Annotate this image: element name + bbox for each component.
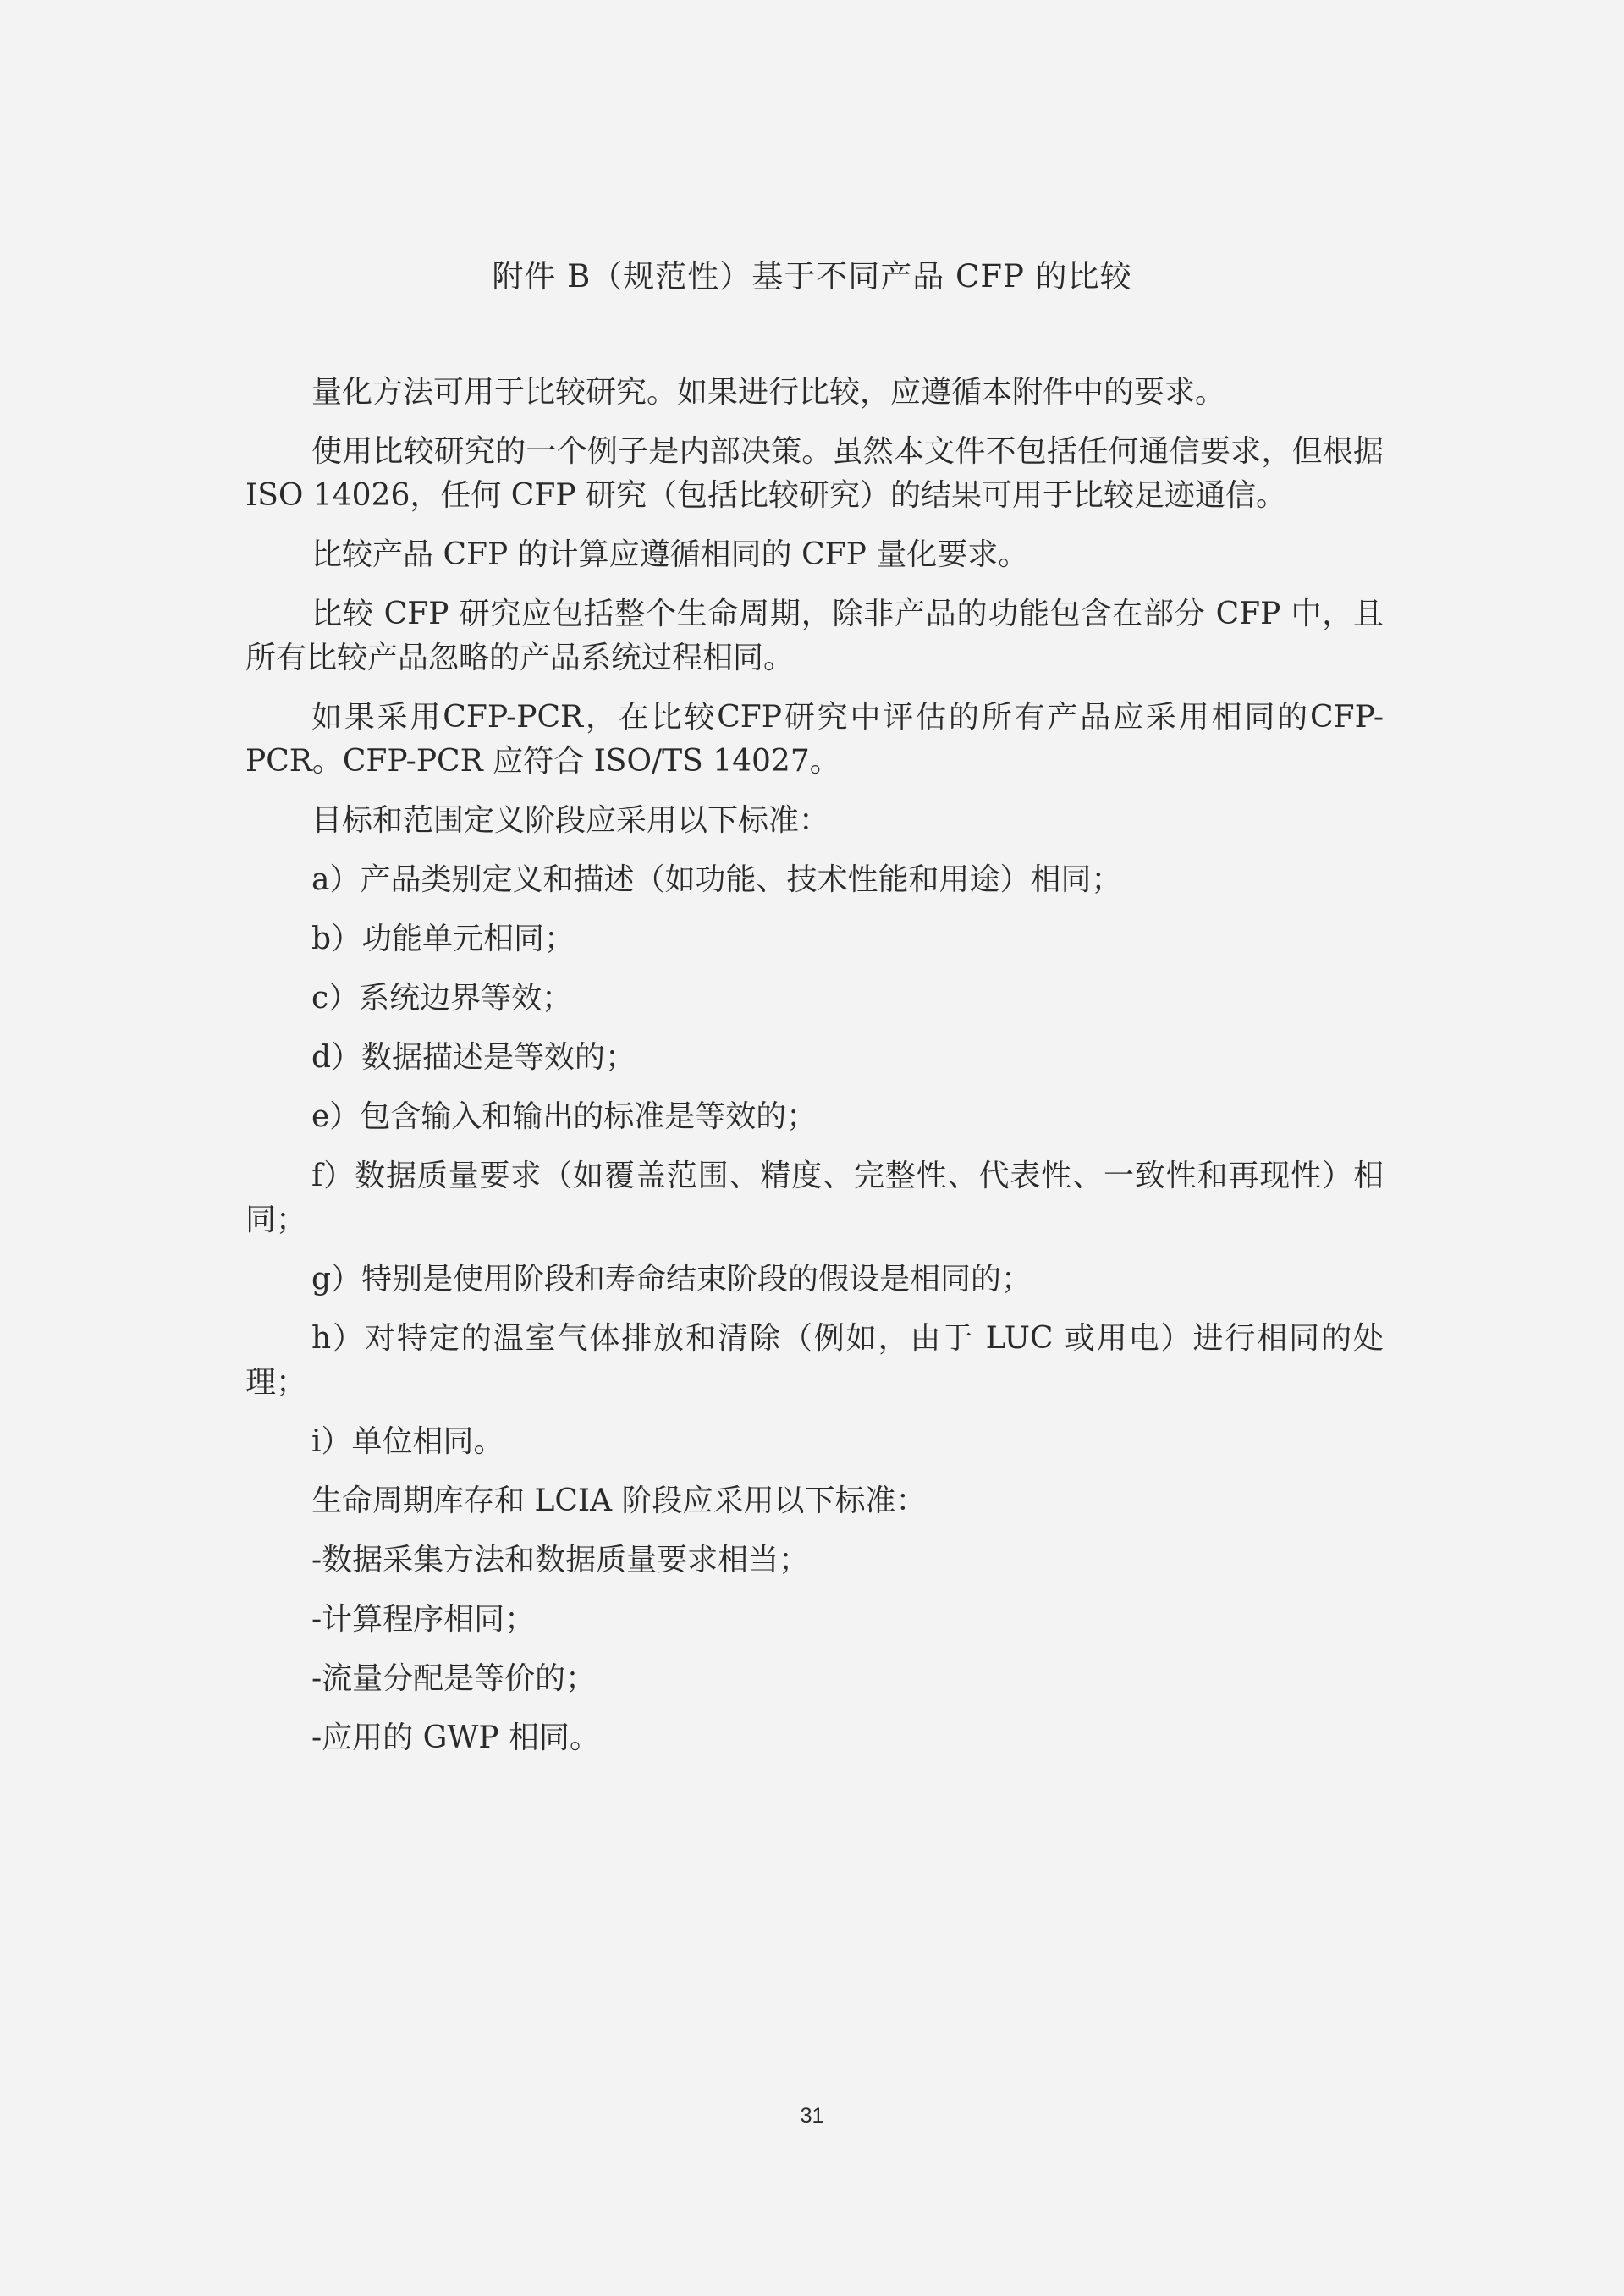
paragraph: 比较 CFP 研究应包括整个生命周期，除非产品的功能包含在部分 CFP 中，且所有比较产品忽略的产品系统过程相同。	[245, 597, 1384, 675]
document-body	[245, 371, 1384, 1776]
list-item: e）包含输入和输出的标准是等效的；	[311, 1099, 818, 1134]
list-item: -数据采集方法和数据质量要求相当；	[311, 1543, 810, 1577]
list-item: a）产品类别定义和描述（如功能、技术性能和用途）相同；	[311, 862, 1122, 897]
list-item: c）系统边界等效；	[311, 981, 573, 1016]
list-item: -应用的 GWP 相同。	[311, 1721, 601, 1755]
page-title: 附件 B（规范性）基于不同产品 CFP 的比较	[492, 258, 1132, 295]
list-item: h）对特定的温室气体排放和清除（例如，由于 LUC 或用电）进行相同的处理；	[245, 1321, 1384, 1400]
list-item: -计算程序相同；	[311, 1602, 536, 1637]
list-item: -流量分配是等价的；	[311, 1661, 597, 1696]
paragraph: 比较产品 CFP 的计算应遵循相同的 CFP 量化要求。	[311, 537, 1029, 572]
paragraph: 目标和范围定义阶段应采用以下标准：	[311, 803, 830, 838]
paragraph: 使用比较研究的一个例子是内部决策。虽然本文件不包括任何通信要求，但根据 ISO 14026，任何 CFP 研究（包括比较研究）的结果可用于比较足迹通信。	[245, 434, 1384, 513]
list-item: d）数据描述是等效的；	[311, 1040, 636, 1075]
paragraph: 如果采用CFP-PCR，在比较CFP研究中评估的所有产品应采用相同的CFP-PCR。CFP-PCR 应符合 ISO/TS 14027。	[245, 700, 1384, 779]
list-item: g）特别是使用阶段和寿命结束阶段的假设是相同的；	[311, 1262, 1032, 1297]
list-item: i）单位相同。	[311, 1424, 504, 1459]
list-item: f）数据质量要求（如覆盖范围、精度、完整性、代表性、一致性和再现性）相同；	[245, 1159, 1384, 1237]
list-item: b）功能单元相同；	[311, 922, 575, 956]
paragraph: 量化方法可用于比较研究。如果进行比较，应遵循本附件中的要求。	[311, 375, 1226, 410]
page-number: 31	[800, 2104, 824, 2128]
paragraph: 生命周期库存和 LCIA 阶段应采用以下标准：	[311, 1484, 927, 1518]
